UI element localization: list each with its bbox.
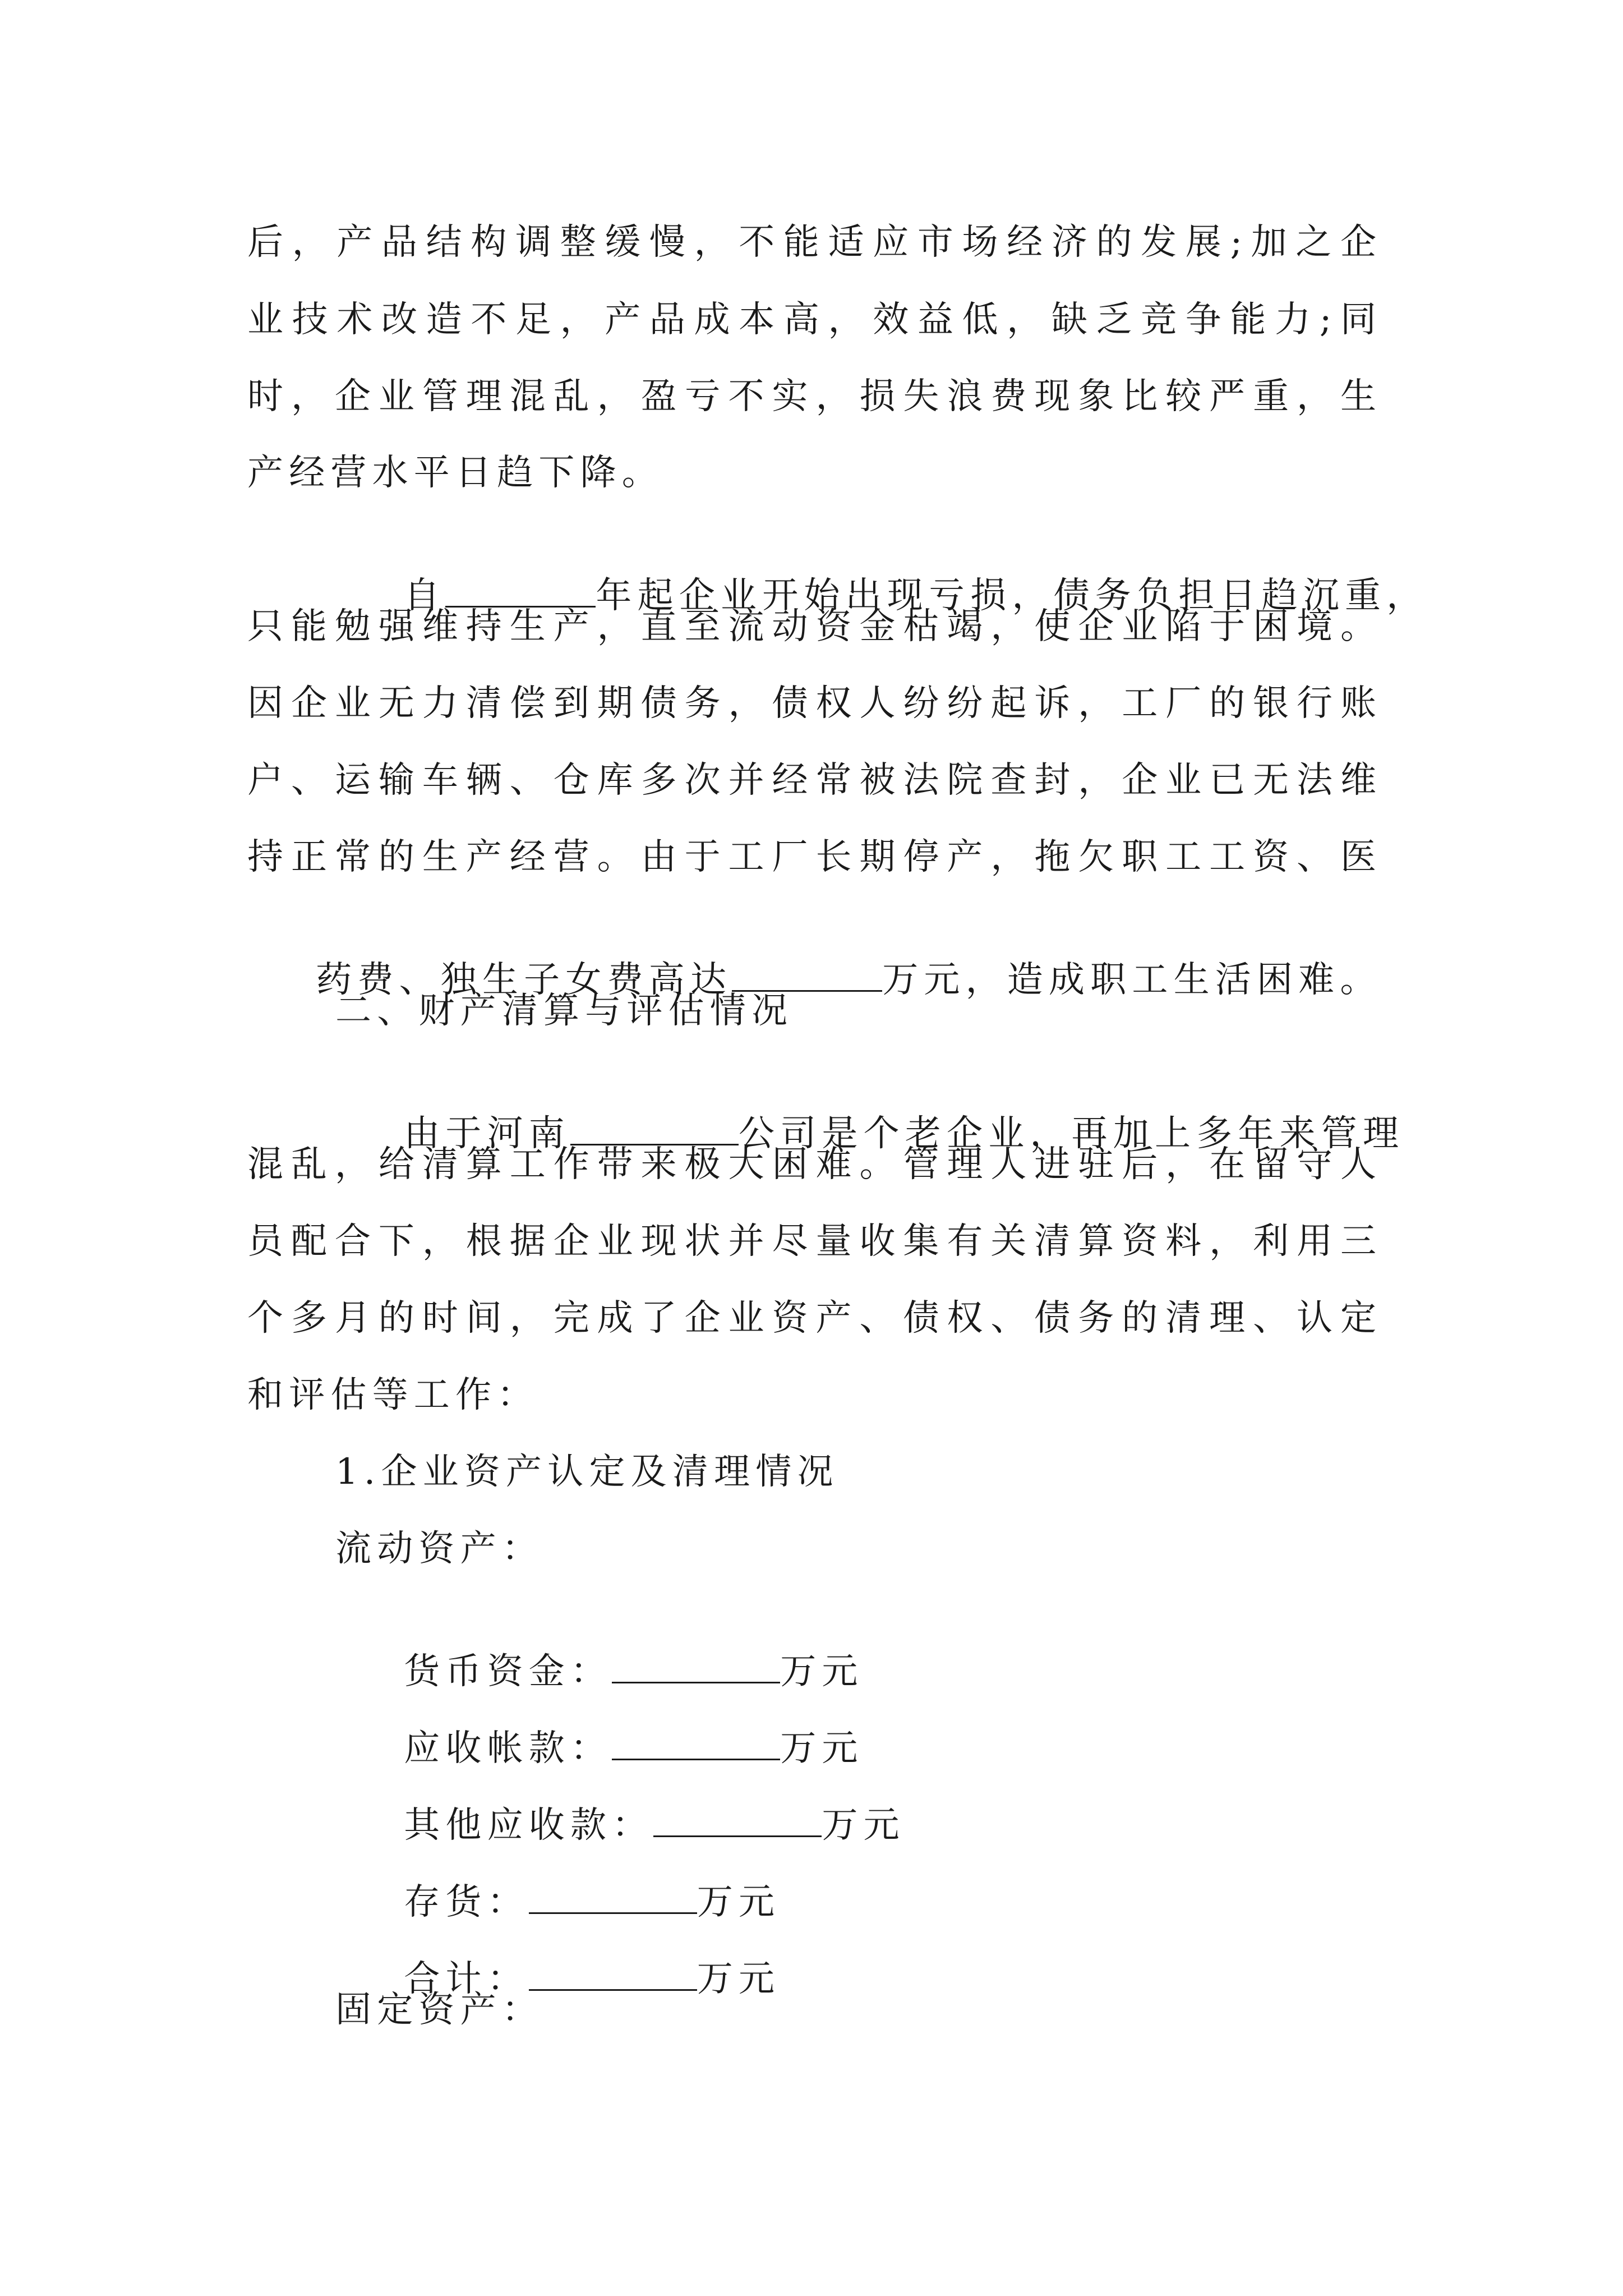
paragraph-line: 产经营水平日趋下降。 (247, 452, 663, 494)
fill-in-blank (529, 1955, 697, 1991)
paragraph-line: 只能勉强维持生产，直至流动资金枯竭，使企业陷于困境。 (247, 606, 1376, 647)
item-label: 应收帐款： (404, 1728, 612, 1769)
paragraph-line: 因企业无力清偿到期债务，债权人纷纷起诉，工厂的银行账 (247, 683, 1376, 724)
text-segment: 万元，造成职工生活困难。 (882, 959, 1382, 1001)
paragraph-line: 业技术改造不足，产品成本高，效益低，缺乏竞争能力;同 (247, 299, 1376, 341)
current-assets-label: 流动资产： (335, 1528, 543, 1570)
section-heading: 二、财产清算与评估情况 (335, 990, 794, 1032)
fill-in-blank (570, 1110, 739, 1145)
fill-in-blank (529, 1879, 697, 1914)
item-unit: 万元 (697, 1881, 781, 1923)
paragraph-line: 时，企业管理混乱，盈亏不实，损失浪费现象比较严重，生 (247, 376, 1376, 417)
paragraph-line: 后，产品结构调整缓慢，不能适应市场经济的发展;加之企 (247, 222, 1376, 263)
item-label: 其他应收款： (404, 1805, 654, 1846)
text-segment: 公司是个老企业，再加上多年来管理 (739, 1113, 1405, 1154)
fill-in-blank (732, 956, 882, 992)
fill-in-blank (445, 572, 596, 608)
fill-in-blank (612, 1648, 780, 1683)
item-label: 合计： (404, 1958, 529, 2000)
fixed-assets-label: 固定资产： (335, 1989, 543, 2031)
text-segment: 由于河南 (404, 1113, 570, 1154)
paragraph-line: 户、运输车辆、仓库多次并经常被法院查封，企业已无法维 (247, 760, 1376, 801)
fill-in-blank (612, 1725, 780, 1760)
fill-in-blank (653, 1802, 822, 1837)
subheading: 1.企业资产认定及清理情况 (335, 1451, 839, 1493)
paragraph-line: 混乱，给清算工作带来极大困难。管理人进驻后，在留守人 (247, 1144, 1376, 1185)
item-unit: 万元 (697, 1958, 781, 2000)
paragraph-line: 持正常的生产经营。由于工厂长期停产，拖欠职工工资、医 (247, 836, 1376, 878)
item-unit: 万元 (780, 1651, 864, 1692)
text-segment: 自 (404, 575, 446, 616)
paragraph-line: 个多月的时间，完成了企业资产、债权、债务的清理、认定 (247, 1297, 1376, 1339)
item-label: 存货： (404, 1881, 529, 1923)
text-segment: 年起企业开始出现亏损，债务负担日趋沉重， (596, 575, 1428, 616)
text-segment: 药费、独生子女费高达 (316, 959, 732, 1001)
item-label: 货币资金： (404, 1651, 612, 1692)
item-unit: 万元 (822, 1805, 905, 1846)
paragraph-line: 员配合下，根据企业现状并尽量收集有关清算资料，利用三 (247, 1221, 1376, 1262)
item-unit: 万元 (780, 1728, 864, 1769)
paragraph-line: 和评估等工作： (247, 1374, 539, 1416)
